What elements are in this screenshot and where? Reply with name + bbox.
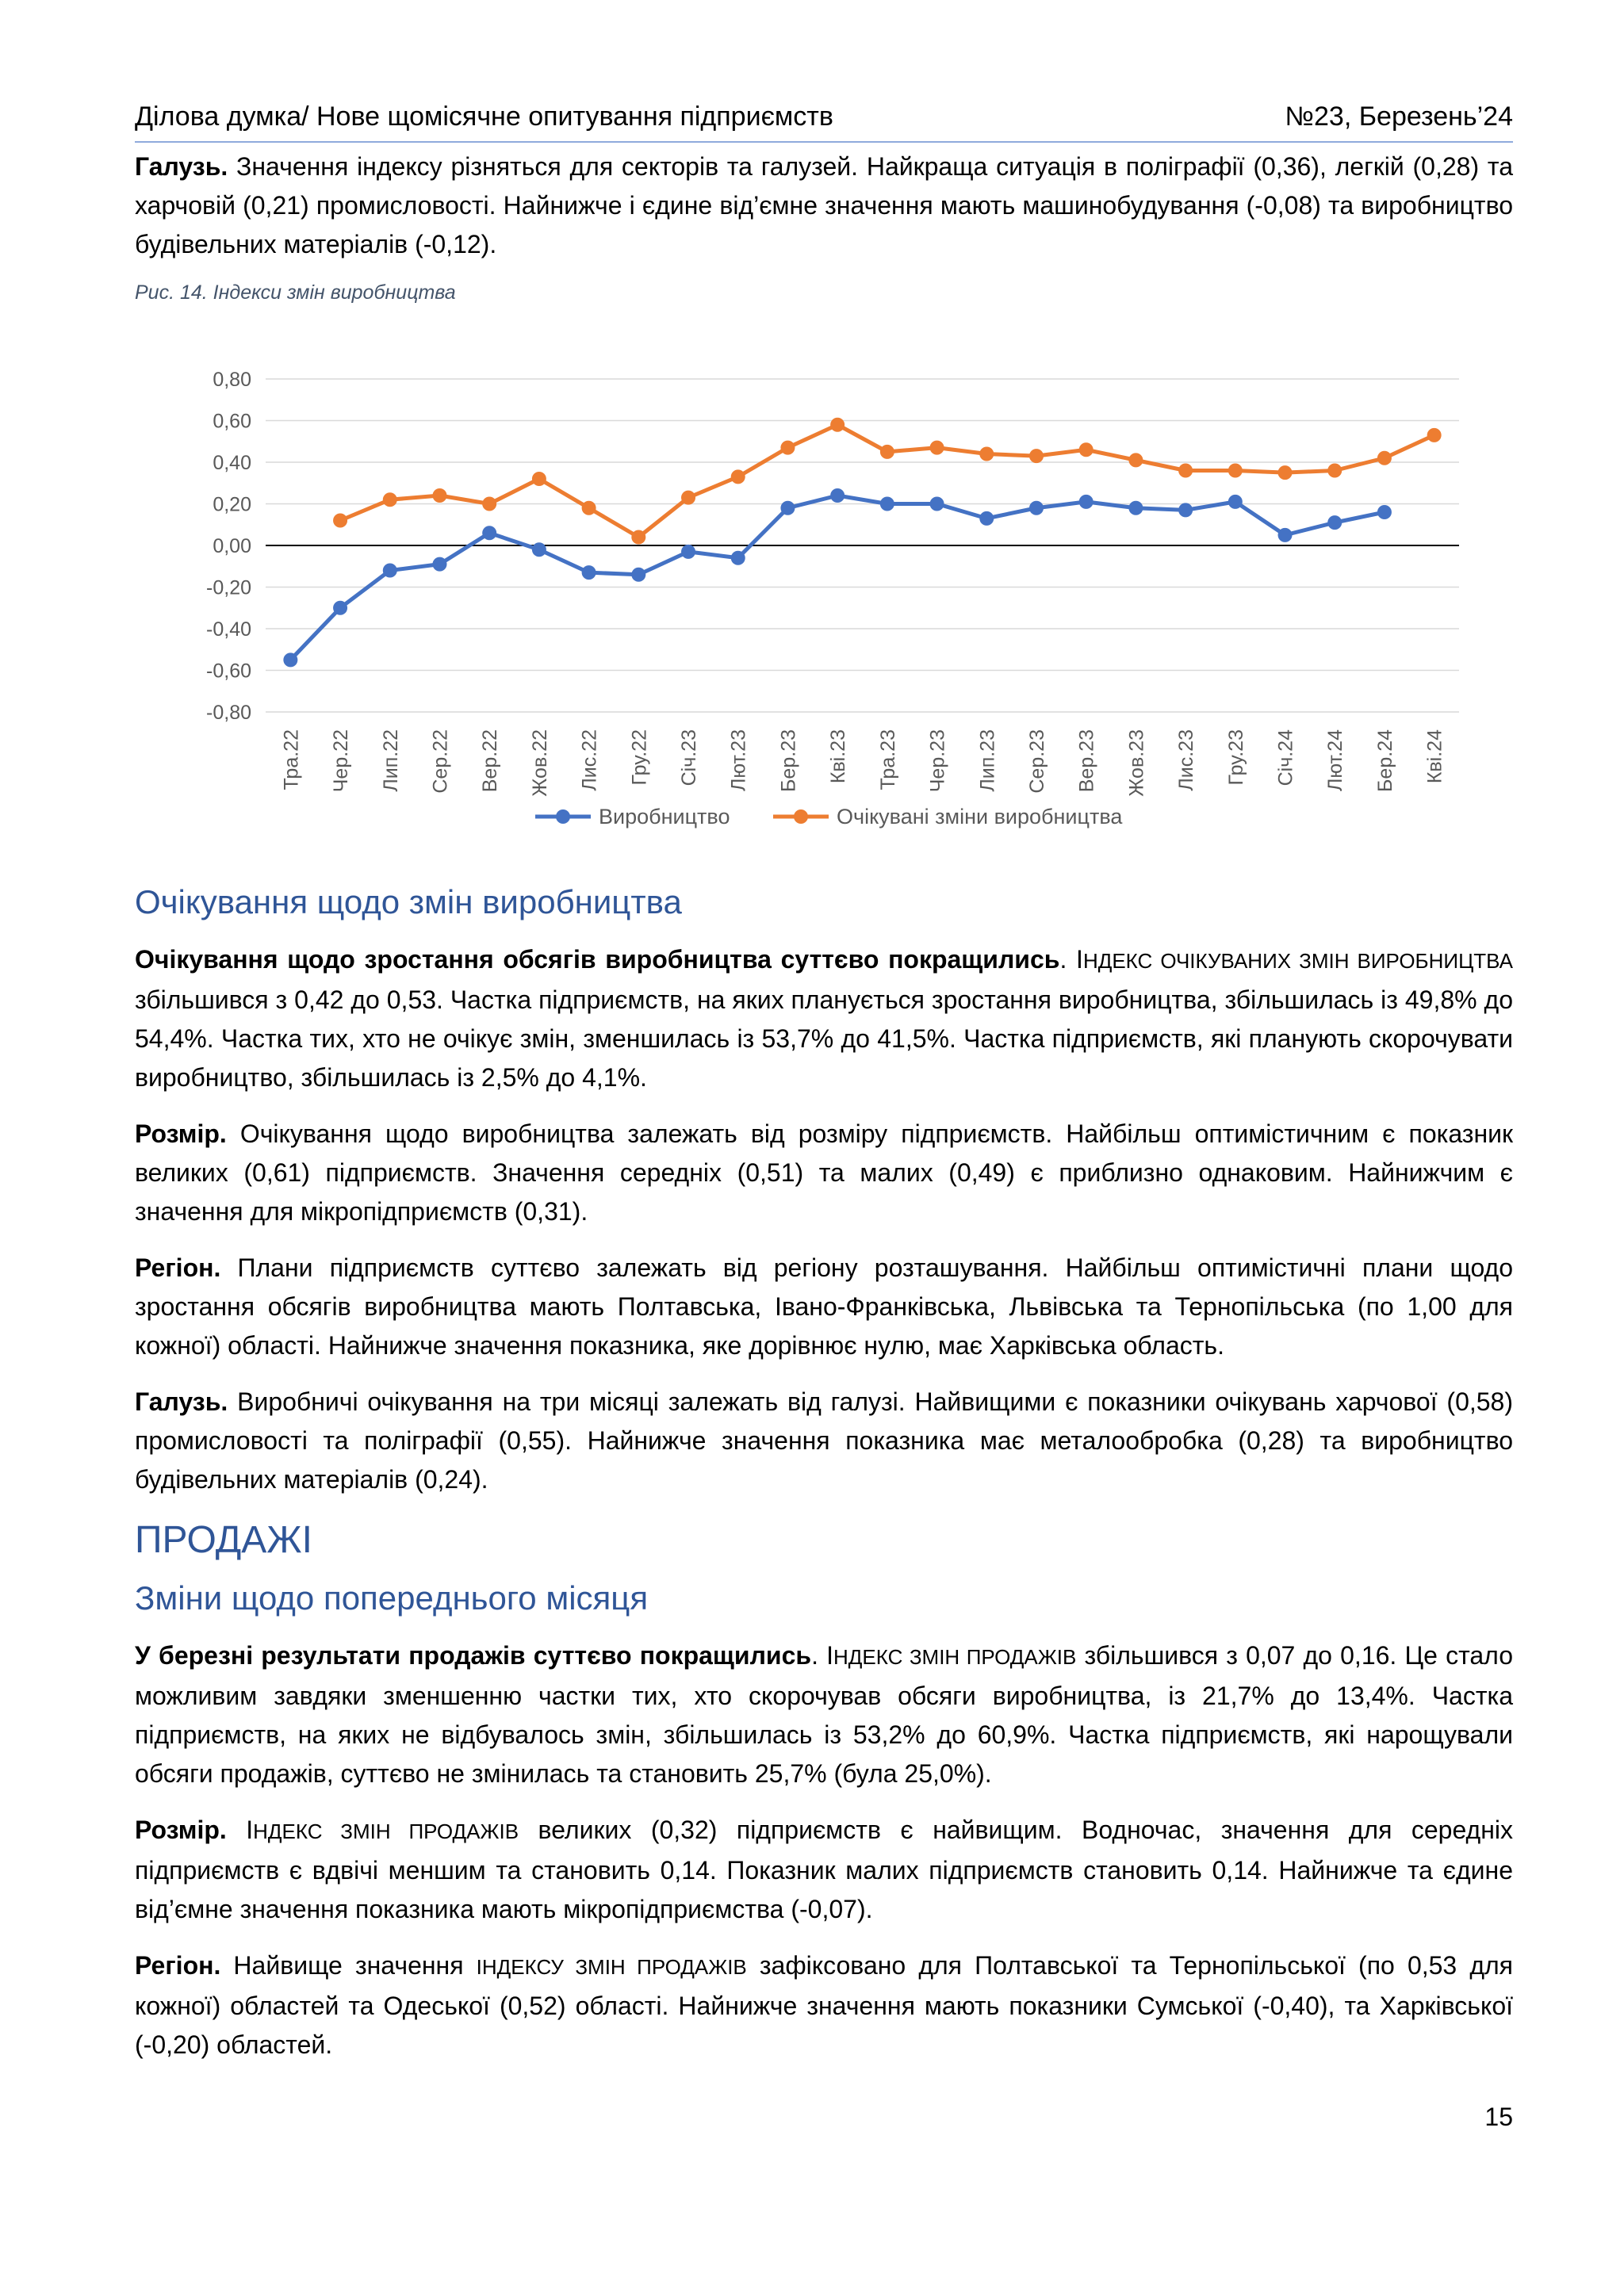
y-tick-label: 0,80 — [213, 369, 251, 391]
data-point-1 — [979, 511, 994, 526]
x-tick-label: Лип.22 — [379, 729, 402, 792]
x-tick-label: Тра.22 — [280, 729, 303, 790]
paragraph-lead: Регіон. — [135, 1253, 221, 1282]
data-point-2 — [482, 497, 496, 511]
data-point-2 — [1029, 449, 1044, 463]
paragraph-text: великих (0,32) підприємств є найвищим. Водночас, значення для середніх підприємств є вдвічі меншим та становить 0,14. Показник малих підприємств становить 0,14. Найнижче та єдине від’ємне значення показника мають мікропідприємства (-0,07). — [135, 1816, 1514, 1923]
index-term: НДЕКС ОЧІКУВАНИХ ЗМІН ВИРОБНИЦТВА — [1082, 949, 1514, 973]
data-point-1 — [1228, 495, 1243, 509]
y-tick-label: 0,20 — [213, 493, 251, 516]
data-point-2 — [383, 492, 397, 507]
data-point-1 — [1079, 495, 1094, 509]
x-tick-label: Бер.23 — [777, 729, 800, 792]
data-point-2 — [830, 418, 845, 432]
paragraph-text: зафіксовано для Полтавської та Тернопільської (по 0,53 для кожної) областей та Одеської (0,52) області. Найнижче значення мають показники Сумської (-0,40), та Харківської (-0,20) областей. — [135, 1951, 1514, 2059]
paragraph-sales-size — [135, 1811, 1513, 1929]
y-tick-label: 0,00 — [213, 535, 251, 557]
paragraph-lead: Розмір. — [135, 1119, 227, 1148]
data-point-2 — [930, 441, 944, 455]
paragraph-text: збільшився з 0,42 до 0,53. Частка підприємств, на яких планується зростання виробництва, збільшилась із 49,8% до 54,4%. Частка тих, хто не очікує змін, зменшилась із 53,7% до 41,5%. Частка підприємств, які планують скорочувати виробництво, збільшилась із 2,5% до 4,1%. — [135, 985, 1513, 1092]
paragraph-text: збільшився з 0,07 до 0,16. Це стало можливим завдяки зменшенню частки тих, хто скорочував обсяги виробництва, із 21,7% до 13,4%. Частка підприємств, на яких не відбувалось змін, збільшилась із 53,2% до 60,9%. Частка підприємств, які нарощували обсяги продажів, суттєво не змінилась та становить 25,7% (була 25,0%). — [135, 1641, 1513, 1788]
data-point-1 — [930, 497, 944, 511]
paragraph-text: Значення індексу різняться для секторів та галузей. Найкраща ситуація в поліграфії (0,36), легкій (0,28) та харчовій (0,21) промисловості. Найнижче і єдине від’ємне значення мають машинобудування (-0,08) та виробництво будівельних матеріалів (-0,12). — [135, 152, 1513, 258]
x-tick-label: Тра.23 — [876, 729, 899, 790]
data-point-1 — [631, 568, 645, 582]
data-point-2 — [780, 441, 795, 455]
paragraph-text: Найвище значення — [220, 1951, 477, 1980]
figure-caption: Рис. 14. Індекси змін виробництва — [135, 281, 456, 304]
data-point-1 — [731, 551, 745, 565]
y-tick-label: 0,60 — [213, 410, 251, 433]
data-point-1 — [1128, 501, 1143, 515]
data-point-2 — [1228, 464, 1243, 478]
data-point-1 — [582, 565, 596, 580]
data-point-2 — [681, 491, 695, 505]
paragraph-industry — [135, 1383, 1513, 1499]
legend-label: Виробництво — [599, 805, 730, 828]
data-point-1 — [432, 557, 446, 572]
x-tick-label: Кві.23 — [827, 729, 850, 784]
x-tick-label: Лис.23 — [1175, 729, 1198, 791]
data-point-1 — [880, 497, 894, 511]
data-point-1 — [283, 652, 297, 667]
production-index-chart — [135, 309, 1513, 864]
y-tick-label: -0,40 — [206, 618, 251, 641]
data-point-2 — [582, 501, 596, 515]
section-heading-monthly-changes: Зміни щодо попереднього місяця — [135, 1579, 649, 1617]
index-term: ІНДЕКСУ ЗМІН ПРОДАЖІВ — [476, 1955, 747, 1979]
paragraph-size — [135, 1115, 1513, 1231]
series-line-1 — [290, 496, 1385, 660]
paragraph-lead: У березні результати продажів суттєво покращились — [135, 1641, 812, 1670]
header-title: Ділова думка/ Нове щомісячне опитування підприємств — [135, 101, 833, 132]
data-point-1 — [1029, 501, 1044, 515]
data-point-1 — [1278, 528, 1293, 542]
index-term: НДЕКС ЗМІН ПРОДАЖІВ — [833, 1645, 1077, 1669]
data-point-2 — [1327, 464, 1342, 478]
legend-label: Очікувані зміни виробництва — [837, 805, 1123, 828]
x-tick-label: Чер.23 — [926, 729, 949, 793]
data-point-2 — [1079, 442, 1094, 457]
page-number: 15 — [1484, 2103, 1513, 2131]
x-tick-label: Вер.23 — [1075, 729, 1098, 793]
page-content — [135, 147, 1513, 2082]
data-point-1 — [830, 488, 845, 503]
x-tick-label: Гру.23 — [1224, 729, 1247, 786]
data-point-2 — [1178, 464, 1193, 478]
y-tick-label: 0,40 — [213, 452, 251, 474]
legend-marker — [556, 809, 570, 824]
data-point-1 — [383, 564, 397, 578]
paragraph-text: . І — [1059, 945, 1083, 974]
paragraph-lead: Очікування щодо зростання обсягів виробництва суттєво покращились — [135, 945, 1060, 974]
section-heading-production-expectations: Очікування щодо змін виробництва — [135, 883, 682, 920]
x-tick-label: Сер.22 — [429, 729, 452, 794]
paragraph-text: Плани підприємств суттєво залежать від регіону розташування. Найбільш оптимістичні плани щодо зростання обсягів виробництва мають Полтавська, Івано-Франківська, Львівська та Тернопільська (по 1,00 для кожної) області. Найнижче значення показника, яке дорівнює нулю, має Харківська область. — [135, 1253, 1513, 1360]
paragraph-lead: Галузь. — [135, 152, 228, 181]
data-point-1 — [482, 526, 496, 540]
x-tick-label: Лют.23 — [727, 729, 750, 792]
x-tick-label: Лип.23 — [976, 729, 999, 792]
y-tick-label: -0,80 — [206, 702, 251, 724]
x-tick-label: Січ.23 — [678, 729, 701, 786]
data-point-1 — [1178, 503, 1193, 517]
x-tick-label: Сер.23 — [1025, 729, 1048, 794]
data-point-1 — [681, 545, 695, 559]
x-tick-label: Жов.22 — [528, 729, 551, 797]
data-point-2 — [333, 514, 347, 528]
index-term: НДЕКС ЗМІН ПРОДАЖІВ — [253, 1820, 519, 1843]
header-issue: №23, Березень’24 — [1285, 101, 1513, 132]
paragraph-text: Очікування щодо виробництва залежать від розміру підприємств. Найбільш оптимістичним є показник великих (0,61) підприємств. Значення середніх (0,51) та малих (0,49) є приблизно однаковим. Найнижчим є значення для мікропідприємств (0,31). — [135, 1119, 1513, 1226]
data-point-2 — [532, 472, 546, 486]
x-tick-label: Гру.22 — [628, 729, 651, 786]
x-tick-label: Кві.24 — [1423, 729, 1446, 784]
data-point-2 — [1278, 465, 1293, 480]
data-point-2 — [432, 488, 446, 503]
series-line-2 — [340, 425, 1434, 538]
data-point-2 — [979, 447, 994, 461]
data-point-2 — [631, 530, 645, 545]
paragraph-region — [135, 1249, 1513, 1365]
paragraph-lead: Розмір. — [135, 1816, 227, 1844]
data-point-1 — [1327, 515, 1342, 530]
data-point-2 — [731, 469, 745, 484]
paragraph-sales-results — [135, 1636, 1513, 1793]
paragraph-industry-intro — [135, 147, 1513, 264]
data-point-1 — [532, 542, 546, 557]
paragraph-text: . І — [811, 1641, 833, 1670]
data-point-2 — [880, 445, 894, 459]
data-point-1 — [780, 501, 795, 515]
legend-marker — [794, 809, 808, 824]
paragraph-lead: Регіон. — [135, 1951, 221, 1980]
section-heading-sales: ПРОДАЖІ — [135, 1519, 312, 1561]
x-tick-label: Лис.22 — [578, 729, 601, 791]
x-tick-label: Жов.23 — [1125, 729, 1148, 797]
paragraph-text: Виробничі очікування на три місяці залежать від галузі. Найвищими є показники очікувань харчової (0,58) промисловості та поліграфії (0,55). Найнижче значення показника має металообробка (0,28) та виробництво будівельних матеріалів (0,24). — [135, 1387, 1513, 1494]
paragraph-text: І — [226, 1816, 254, 1844]
x-tick-label: Лют.24 — [1324, 729, 1347, 792]
x-tick-label: Вер.22 — [479, 729, 502, 793]
x-tick-label: Бер.24 — [1373, 729, 1396, 792]
paragraph-expectations — [135, 940, 1513, 1097]
x-tick-label: Січ.24 — [1274, 729, 1297, 786]
data-point-2 — [1128, 453, 1143, 467]
data-point-1 — [333, 601, 347, 615]
data-point-2 — [1427, 428, 1442, 442]
paragraph-sales-region — [135, 1946, 1513, 2064]
x-tick-label: Чер.22 — [330, 729, 353, 793]
data-point-2 — [1377, 451, 1392, 465]
y-tick-label: -0,60 — [206, 660, 251, 683]
y-tick-label: -0,20 — [206, 576, 251, 599]
page-header — [135, 94, 1513, 143]
paragraph-lead: Галузь. — [135, 1387, 228, 1416]
data-point-1 — [1377, 505, 1392, 519]
